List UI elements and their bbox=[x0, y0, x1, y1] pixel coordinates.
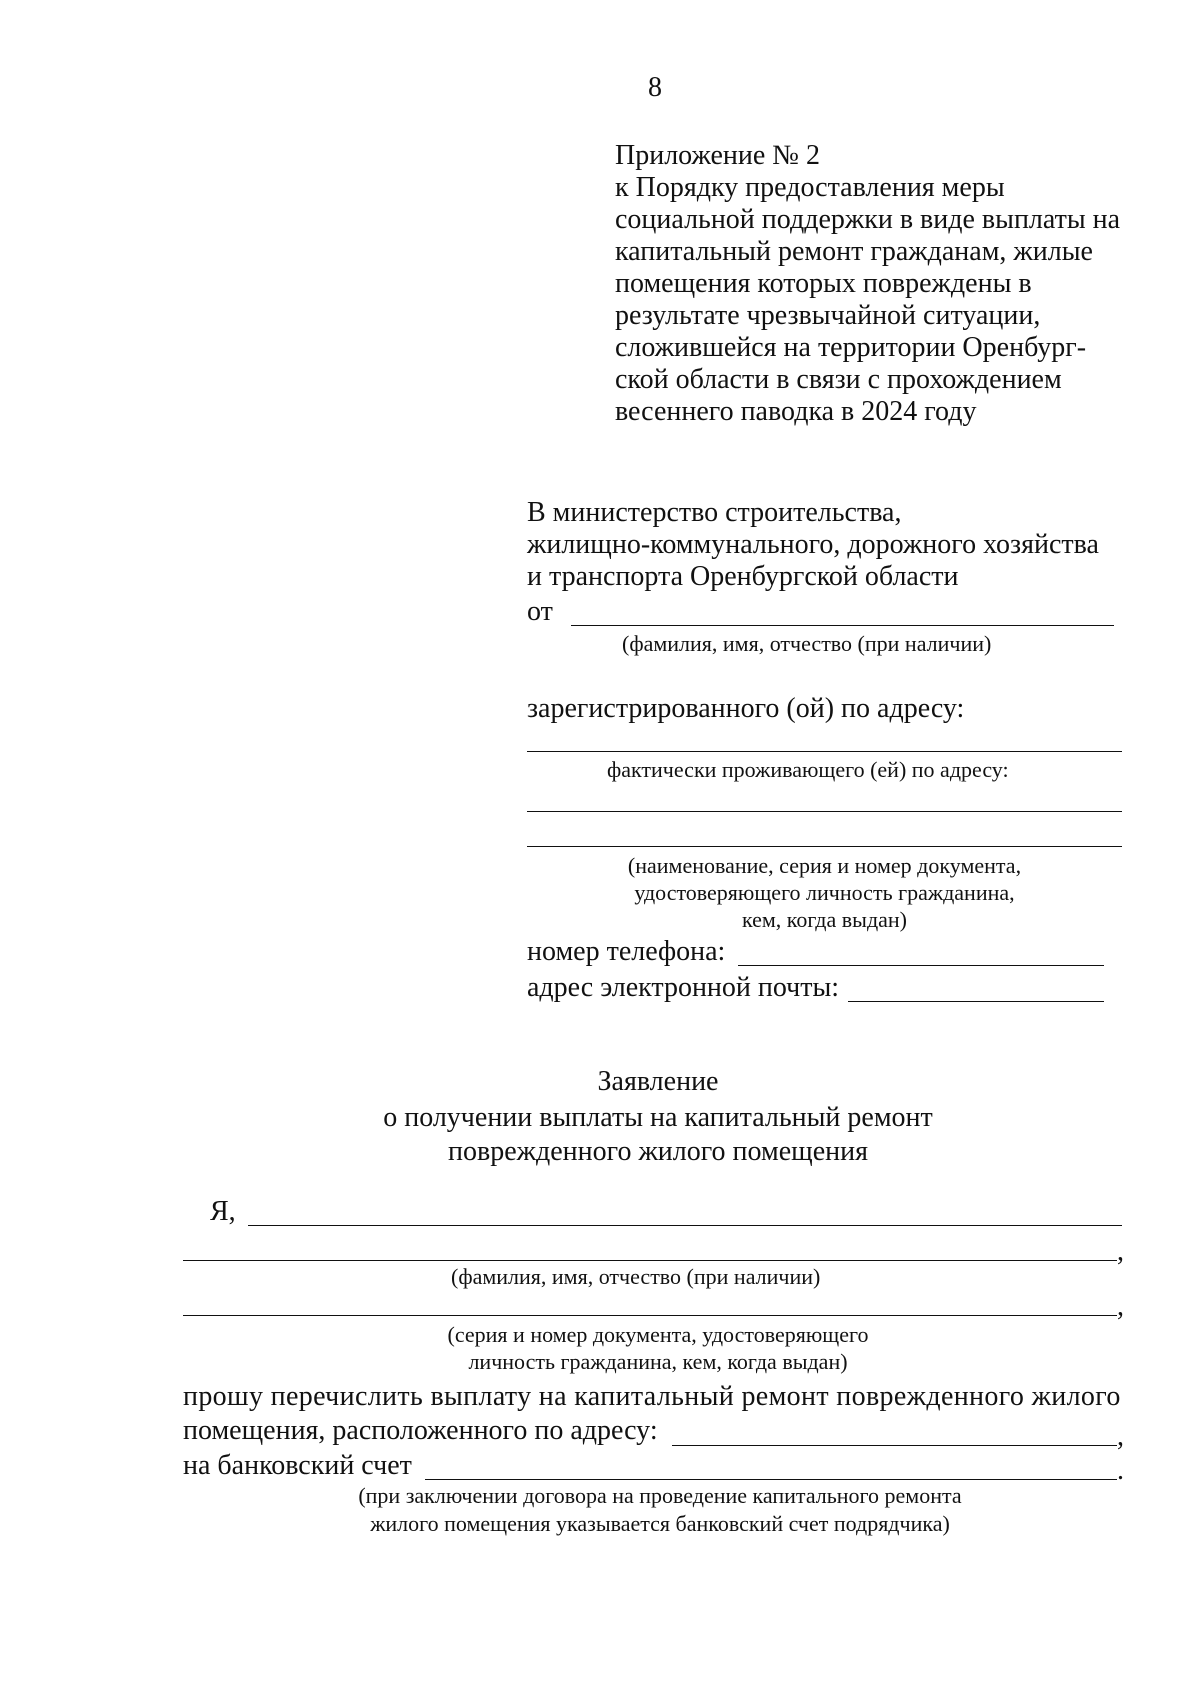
bank-account-field-line[interactable] bbox=[425, 1479, 1117, 1480]
comma: , bbox=[1117, 1236, 1124, 1267]
addressee-line: жилищно-коммунального, дорожного хозяйства bbox=[527, 529, 1099, 560]
caption-line: кем, когда выдан) bbox=[741, 907, 907, 932]
note-line: жилого помещения указывается банковский счет подрядчика) bbox=[370, 1511, 950, 1536]
email-label: адрес электронной почты: bbox=[527, 972, 840, 1003]
appendix-line: ской области в связи с прохождением bbox=[615, 364, 1062, 395]
subtitle-line: о получении выплаты на капитальный ремонт bbox=[383, 1102, 933, 1133]
addressee-line: и транспорта Оренбургской области bbox=[527, 561, 959, 592]
addressee-line: В министерство строительства, bbox=[527, 497, 902, 528]
bank-account-note bbox=[250, 1482, 1070, 1538]
appendix-line: капитальный ремонт гражданам, жилые bbox=[615, 236, 1093, 267]
from-label: от bbox=[527, 596, 553, 627]
applicant-name-field-line-2[interactable] bbox=[183, 1260, 1117, 1261]
appendix-line: сложившейся на территории Оренбург- bbox=[615, 332, 1087, 363]
from-caption: (фамилия, имя, отчество (при наличии) bbox=[622, 631, 992, 656]
applicant-document-caption bbox=[358, 1321, 958, 1375]
period: . bbox=[1117, 1455, 1124, 1486]
applicant-name-field-line-1[interactable] bbox=[248, 1225, 1122, 1226]
appendix-line: помещения которых повреждены в bbox=[615, 268, 1032, 299]
registered-address-label: зарегистрированного (ой) по адресу: bbox=[527, 693, 965, 724]
registered-address-field-line[interactable] bbox=[527, 751, 1122, 752]
appendix-line: социальной поддержки в виде выплаты на bbox=[615, 204, 1121, 235]
appendix-line: к Порядку предоставления меры bbox=[615, 172, 1005, 203]
applicant-fio-caption: (фамилия, имя, отчество (при наличии) bbox=[451, 1264, 821, 1289]
actual-address-field-line-1[interactable] bbox=[527, 811, 1122, 812]
phone-label: номер телефона: bbox=[527, 936, 726, 967]
i-label: Я, bbox=[210, 1196, 236, 1227]
caption-line: удостоверяющего личность гражданина, bbox=[634, 880, 1015, 905]
actual-address-caption: фактически проживающего (ей) по адресу: bbox=[607, 757, 1009, 782]
identity-document-caption bbox=[527, 852, 1122, 933]
page-number: 8 bbox=[648, 72, 662, 103]
appendix-line: весеннего паводка в 2024 году bbox=[615, 396, 977, 427]
appendix-line: результате чрезвычайной ситуации, bbox=[615, 300, 1041, 331]
request-text: прошу перечислить выплату на капитальный ремонт поврежденного жилого bbox=[183, 1381, 1121, 1412]
property-address-label: помещения, расположенного по адресу: bbox=[183, 1415, 658, 1446]
subtitle-line: поврежденного жилого помещения bbox=[448, 1136, 868, 1167]
caption-line: (наименование, серия и номер документа, bbox=[627, 853, 1022, 878]
bank-account-label: на банковский счет bbox=[183, 1450, 412, 1481]
caption-line: личность гражданина, кем, когда выдан) bbox=[468, 1349, 848, 1374]
statement-title: Заявление bbox=[597, 1066, 719, 1097]
appendix-line: Приложение № 2 bbox=[615, 140, 820, 171]
property-address-field-line[interactable] bbox=[672, 1445, 1117, 1446]
addressee-block bbox=[527, 497, 1099, 593]
appendix-block bbox=[615, 140, 1120, 428]
from-field-line[interactable] bbox=[571, 625, 1114, 626]
actual-address-field-line-2[interactable] bbox=[527, 846, 1122, 847]
applicant-document-field-line[interactable] bbox=[183, 1315, 1117, 1316]
note-line: (при заключении договора на проведение капитального ремонта bbox=[358, 1483, 962, 1508]
caption-line: (серия и номер документа, удостоверяющего bbox=[447, 1322, 869, 1347]
comma: , bbox=[1117, 1291, 1124, 1322]
phone-field-line[interactable] bbox=[738, 965, 1104, 966]
comma: , bbox=[1117, 1421, 1124, 1452]
statement-subtitle bbox=[0, 1101, 1200, 1169]
email-field-line[interactable] bbox=[848, 1001, 1104, 1002]
